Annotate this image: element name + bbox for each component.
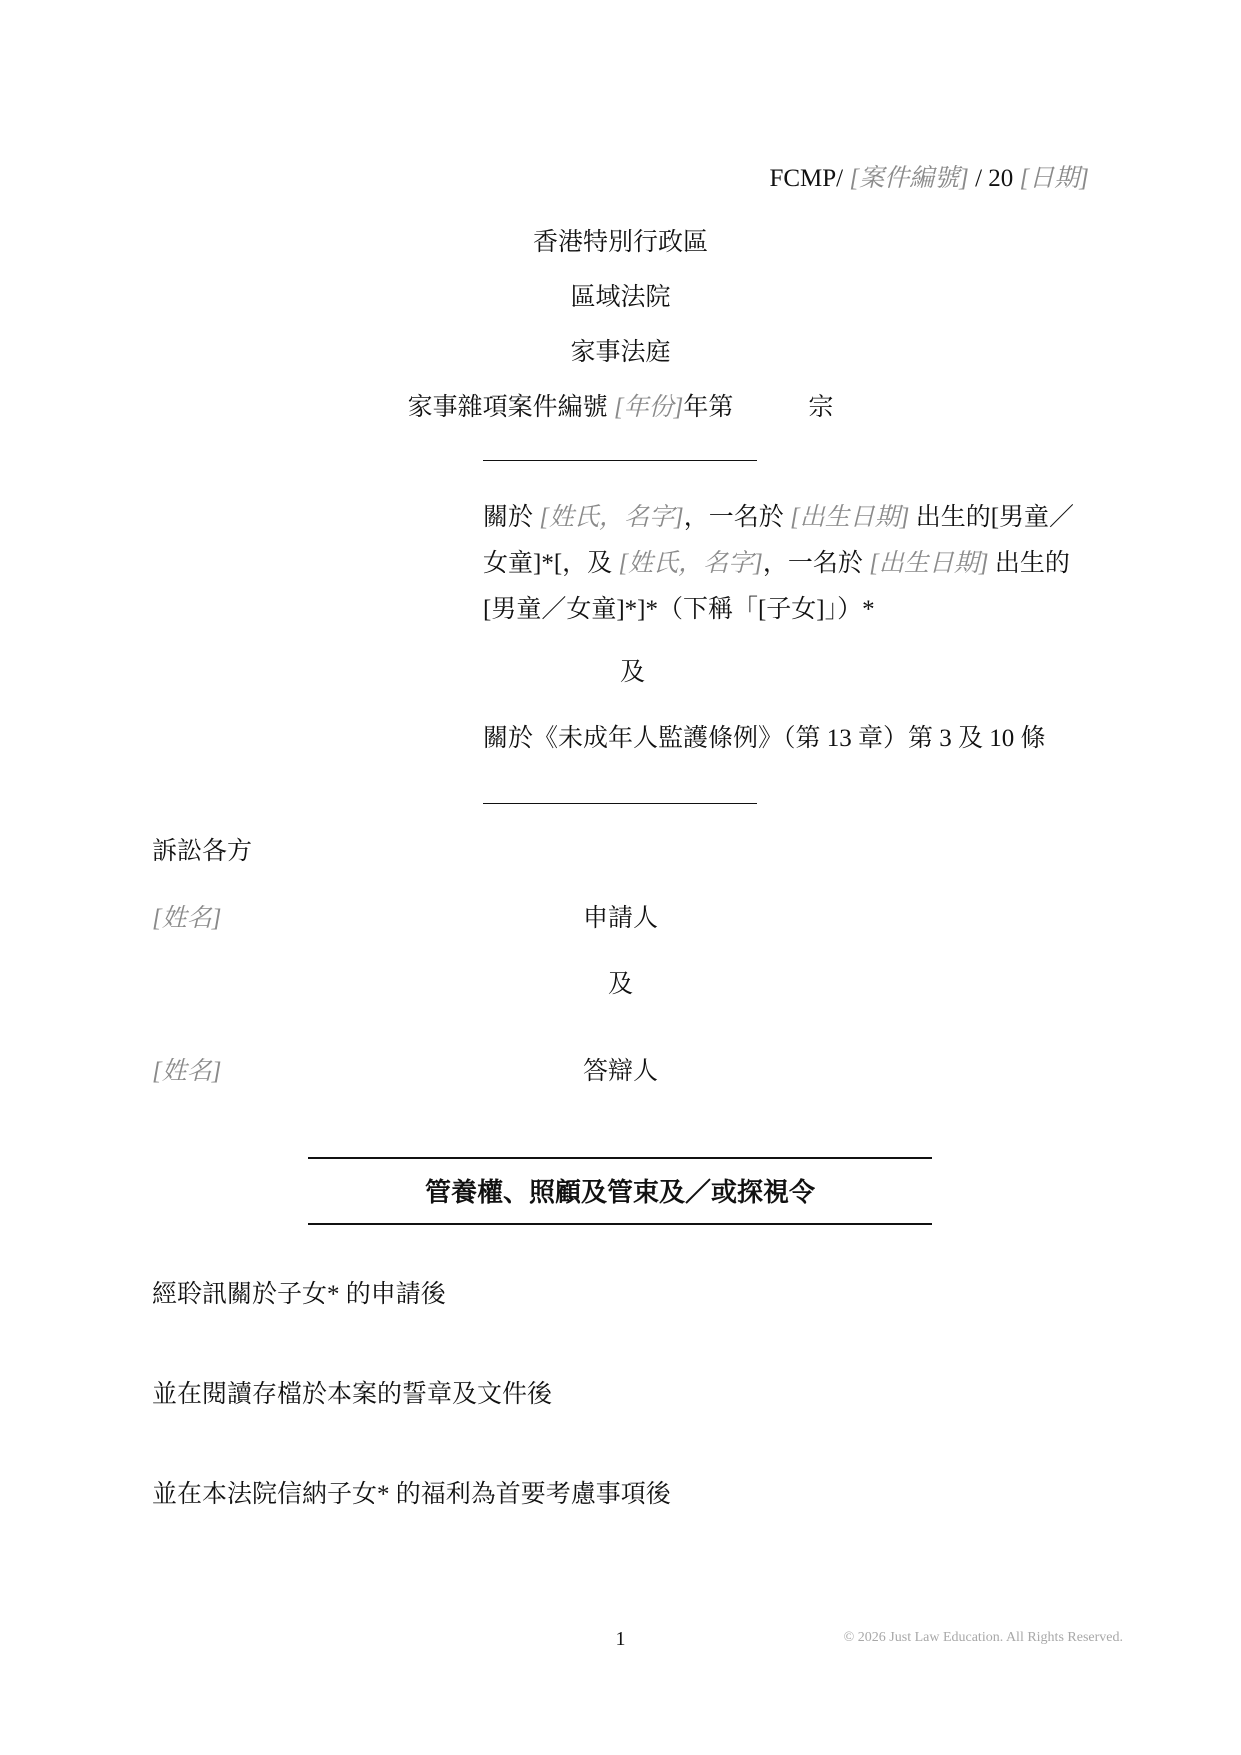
conjunction-and: 及 xyxy=(607,971,633,998)
title-rule-bottom xyxy=(308,1223,932,1225)
case-ref-mid: / 20 xyxy=(968,165,1020,192)
page-number: 1 xyxy=(615,1628,626,1650)
child-name-placeholder: [姓氏，名字] xyxy=(618,550,763,577)
case-ref-prefix: FCMP/ xyxy=(769,165,850,192)
matter-text: 出生的 xyxy=(988,550,1070,577)
court-division: 家事法庭 xyxy=(570,339,671,366)
recital-affidavits: 並在閱讀存檔於本案的誓章及文件後 xyxy=(152,1381,553,1408)
case-number-placeholder: [案件編號] xyxy=(849,165,969,192)
court-name: 區域法院 xyxy=(570,284,671,311)
court-region: 香港特別行政區 xyxy=(532,229,708,256)
parties-heading: 訴訟各方 xyxy=(152,838,253,865)
applicant-role: 申請人 xyxy=(582,905,658,932)
case-number-suffix: 年第 宗 xyxy=(683,394,834,421)
copyright-notice: © 2026 Just Law Education. All Rights Reserved. xyxy=(843,1630,1123,1645)
case-date-placeholder: [日期] xyxy=(1019,165,1089,192)
case-number-line xyxy=(0,391,1241,425)
matter-line-2 xyxy=(483,541,1083,587)
case-year-placeholder: [年份] xyxy=(613,394,684,421)
matter-line-3: [男童／女童]*]*（下稱「[子女]」）* xyxy=(483,596,875,623)
matter-text: ，一名於 xyxy=(762,550,870,577)
divider-rule xyxy=(483,803,757,804)
title-rule-top xyxy=(308,1157,932,1159)
matter-text: 出生的[男童／ xyxy=(909,504,1075,531)
matter-of-children xyxy=(483,495,1083,633)
case-reference xyxy=(769,162,1089,196)
recital-welfare: 並在本法院信納子女* 的福利為首要考慮事項後 xyxy=(152,1481,671,1508)
matter-text: 關於 xyxy=(483,504,540,531)
matter-line-1 xyxy=(483,495,1083,541)
ordinance-reference: 關於《未成年人監護條例》（第 13 章）第 3 及 10 條 xyxy=(483,725,1046,752)
respondent-name-placeholder: [姓名] xyxy=(152,1058,222,1085)
case-number-prefix: 家事雜項案件編號 xyxy=(407,394,614,421)
conjunction-and: 及 xyxy=(620,659,646,686)
divider-rule xyxy=(483,460,757,461)
birth-date-placeholder: [出生日期] xyxy=(790,504,910,531)
matter-text: ，一名於 xyxy=(683,504,790,531)
order-title: 管養權、照顧及管束及／或探視令 xyxy=(424,1178,815,1207)
recital-hearing: 經聆訊關於子女* 的申請後 xyxy=(152,1281,446,1308)
matter-text: 女童]*[，及 xyxy=(483,550,619,577)
child-name-placeholder: [姓氏，名字] xyxy=(539,504,684,531)
applicant-name-placeholder: [姓名] xyxy=(152,905,222,932)
respondent-role: 答辯人 xyxy=(582,1058,658,1085)
birth-date-placeholder: [出生日期] xyxy=(869,550,989,577)
